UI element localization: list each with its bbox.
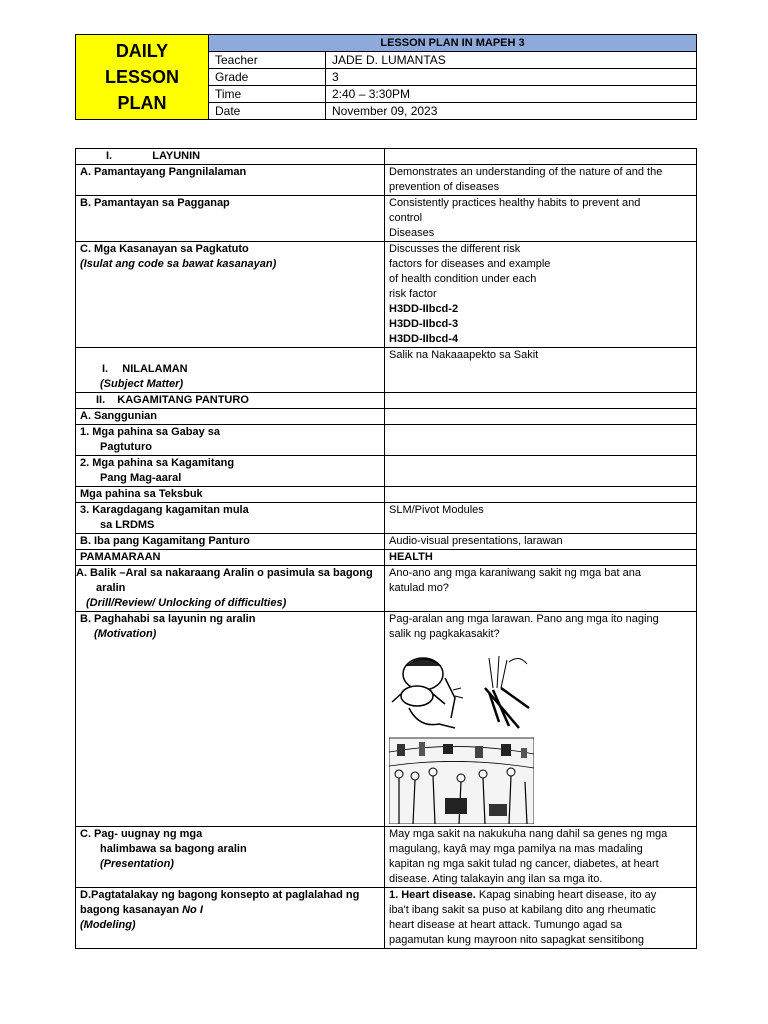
teksbuk-label: Mga pahina sa Teksbuk — [76, 487, 385, 503]
pamamaraan-value: HEALTH — [385, 550, 697, 566]
gabay-label: 1. Mga pahina sa Gabay sa Pagtuturo — [76, 425, 385, 456]
sick-people-illustration — [389, 648, 534, 824]
iba-pang-value: Audio-visual presentations, larawan — [385, 534, 697, 550]
heart-disease-heading: 1. Heart disease. — [389, 889, 476, 901]
teacher-label: Teacher — [209, 52, 326, 69]
balik-aral-value: Ano-ano ang mga karaniwang sakit ng mga bat ana katulad mo? — [385, 566, 697, 612]
nilalaman-label: NILALAMAN — [122, 363, 188, 375]
paghahabi-value: Pag-aralan ang mga larawan. Pano ang mga ito naging salik ng pagkakasakit? — [385, 612, 697, 827]
pag-uugnay-value: May mga sakit na nakukuha nang dahil sa genes ng mga magulang, kayâ may mga pamilya na mas madaling kapitan ng mga sakit tulad ng cancer, diabetes, at heart disease. Ating talakayin ang ilan sa mga ito. — [385, 827, 697, 888]
time-value: 2:40 – 3:30PM — [326, 86, 697, 103]
layunin-num: I. — [106, 150, 113, 162]
dlp-line-1: DAILY — [115, 41, 169, 61]
code-3: H3DD-IIbcd-4 — [389, 333, 459, 345]
pamantayan-sa-pagganap-value: Consistently practices healthy habits to prevent and control Diseases — [385, 196, 697, 242]
date-label: Date — [209, 103, 326, 120]
pamantayan-sa-pagganap-label: B. Pamantayan sa Pagganap — [76, 196, 385, 242]
illustration — [389, 642, 692, 824]
code-1: H3DD-IIbcd-2 — [389, 303, 459, 315]
grade-value: 3 — [326, 69, 697, 86]
iba-pang-label: B. Iba pang Kagamitang Panturo — [76, 534, 385, 550]
layunin-heading — [76, 149, 385, 165]
header-table — [75, 34, 697, 120]
nilalaman-label-cell — [76, 348, 385, 393]
kasanayan-label-cell — [76, 242, 385, 348]
dlp-line-3: PLAN — [117, 93, 167, 113]
date-value: November 09, 2023 — [326, 103, 697, 120]
dlp-line-2: LESSON — [104, 67, 179, 87]
nilalaman-sublabel: (Subject Matter) — [100, 378, 184, 390]
paghahabi-label-cell: B. Paghahabi sa layunin ng aralin (Motivation) — [76, 612, 385, 827]
grade-label: Grade — [209, 69, 326, 86]
pamantayang-pangnilalaman-label: A. Pamantayang Pangnilalaman — [76, 165, 385, 196]
pagtatalakay-label-cell: D.Pagtatalakay ng bagong konsepto at paglalahad ng bagong kasanayan No I (Modeling) — [76, 888, 385, 949]
kasanayan-label: C. Mga Kasanayan sa Pagkatuto — [80, 243, 249, 255]
lrdms-value: SLM/Pivot Modules — [385, 503, 697, 534]
pamamaraan-label: PAMAMARAAN — [76, 550, 385, 566]
nilalaman-num: I. — [102, 363, 109, 375]
sanggunian-label: A. Sanggunian — [76, 409, 385, 425]
pagtatalakay-value: 1. Heart disease. Kapag sinabing heart disease, ito ay iba't ibang sakit sa puso at kabilang dito ang rheumatic heart disease at heart attack. Tumungo agad sa pagamutan kung mayroon nito sapagkat sensitibong — [385, 888, 697, 949]
lesson-plan-table — [75, 148, 697, 949]
time-label: Time — [209, 86, 326, 103]
kasanayan-sublabel: (Isulat ang code sa bawat kasanayan) — [80, 258, 277, 270]
balik-aral-label-cell: A. Balik –Aral sa nakaraang Aralin o pasimula sa bagong aralin (Drill/Review/ Unlocking of difficulties) — [76, 566, 385, 612]
teacher-value: JADE D. LUMANTAS — [326, 52, 697, 69]
kasanayan-value: Discusses the different risk factors for diseases and example of health condition under each risk factor H3DD-IIbcd-2 H3DD-IIbcd-3 H3DD-IIbcd-4 — [385, 242, 697, 348]
pamantayang-pangnilalaman-value: Demonstrates an understanding of the nature of and the prevention of diseases — [385, 165, 697, 196]
layunin-value — [385, 149, 697, 165]
kagamitang-mag-aaral-label: 2. Mga pahina sa Kagamitang Pang Mag-aaral — [76, 456, 385, 487]
layunin-label: LAYUNIN — [152, 150, 201, 162]
pag-uugnay-label-cell: C. Pag- uugnay ng mga halimbawa sa bagong aralin (Presentation) — [76, 827, 385, 888]
code-2: H3DD-IIbcd-3 — [389, 318, 459, 330]
lrdms-label: 3. Karagdagang kagamitan mula sa LRDMS — [76, 503, 385, 534]
daily-lesson-plan-box — [76, 35, 209, 120]
kagamitang-panturo-heading: II. KAGAMITANG PANTURO — [76, 393, 385, 409]
lesson-plan-title: LESSON PLAN IN MAPEH 3 — [209, 35, 697, 52]
nilalaman-value: Salik na Nakaaapekto sa Sakit — [385, 348, 697, 393]
